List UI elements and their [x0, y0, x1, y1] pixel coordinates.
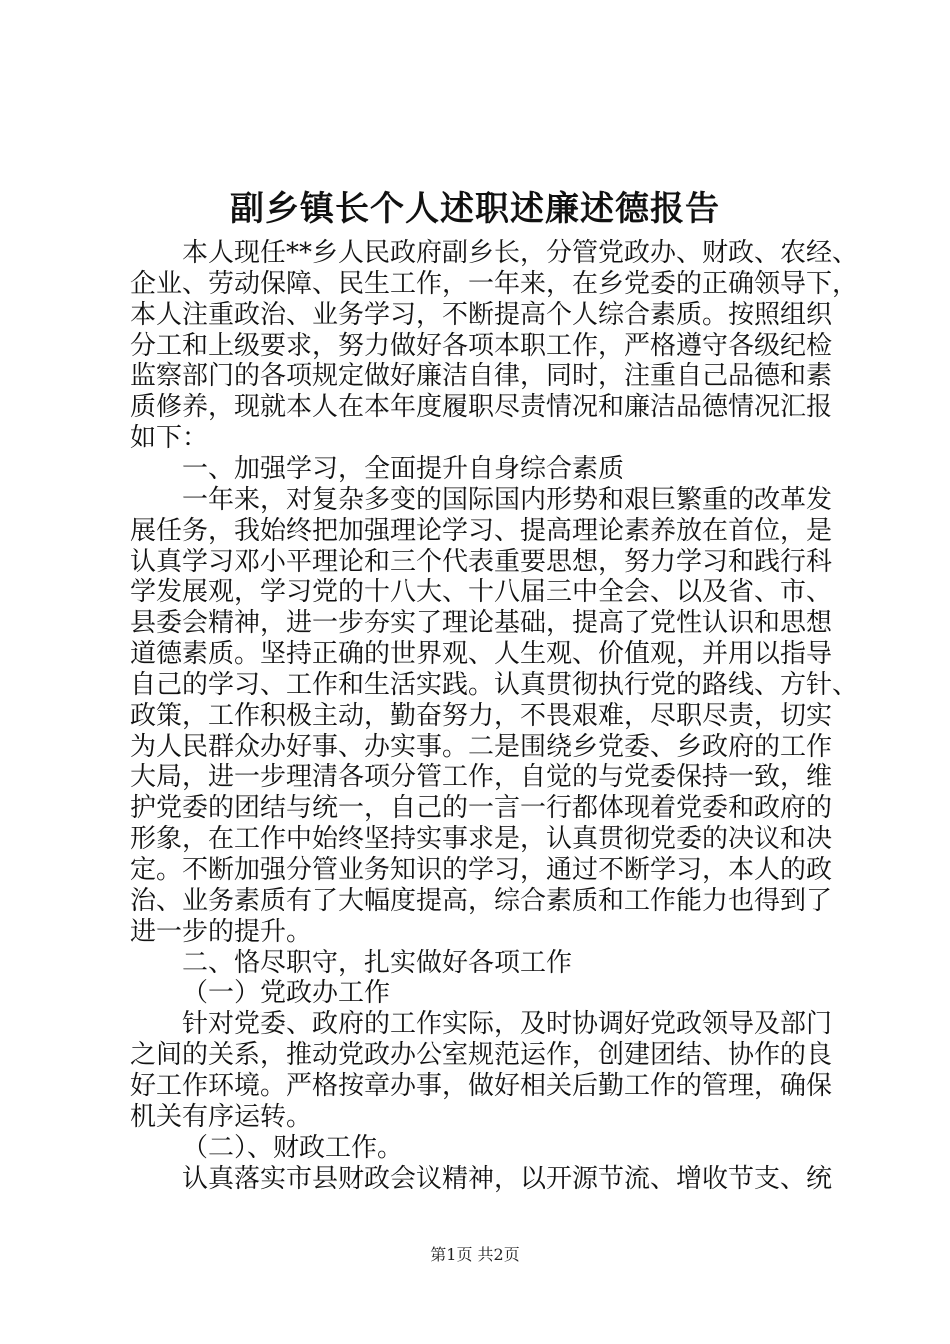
body-text-line: 政策，工作积极主动，勤奋努力，不畏艰难，尽职尽责，切实 — [130, 701, 833, 731]
body-text-line: 治、业务素质有了大幅度提高，综合素质和工作能力也得到了 — [130, 886, 833, 916]
body-text-line: 分工和上级要求，努力做好各项本职工作，严格遵守各级纪检 — [130, 331, 833, 361]
body-text-line: 如下： — [130, 423, 209, 453]
body-text-line: 自己的学习、工作和生活实践。认真贯彻执行党的路线、方针、 — [130, 670, 859, 700]
body-text-line: 认真学习邓小平理论和三个代表重要思想，努力学习和践行科 — [130, 547, 833, 577]
body-text-line: 二、恪尽职守，扎实做好各项工作 — [182, 948, 573, 978]
body-text-line: 本人现任**乡人民政府副乡长，分管党政办、财政、农经、 — [182, 238, 859, 268]
body-text-line: 定。不断加强分管业务知识的学习，通过不断学习，本人的政 — [130, 855, 833, 885]
body-text-line: 好工作环境。严格按章办事，做好相关后勤工作的管理，确保 — [130, 1071, 833, 1101]
body-text-line: 进一步的提升。 — [130, 917, 313, 947]
body-text-line: 监察部门的各项规定做好廉洁自律，同时，注重自己品德和素 — [130, 361, 833, 391]
body-text-line: 质修养，现就本人在本年度履职尽责情况和廉洁品德情况汇报 — [130, 392, 833, 422]
page-footer: 第1页 共2页 — [430, 1245, 520, 1264]
body-text-line: 认真落实市县财政会议精神，以开源节流、增收节支、统 — [182, 1164, 833, 1194]
body-text-line: 一年来，对复杂多变的国际国内形势和艰巨繁重的改革发 — [182, 485, 833, 515]
body-text-line: 大局，进一步理清各项分管工作，自觉的与党委保持一致，维 — [130, 762, 833, 792]
body-text-line: 本人注重政治、业务学习，不断提高个人综合素质。按照组织 — [130, 300, 833, 330]
body-text-line: 县委会精神，进一步夯实了理论基础，提高了党性认识和思想 — [130, 608, 833, 638]
body-text-line: 道德素质。坚持正确的世界观、人生观、价值观，并用以指导 — [130, 639, 833, 669]
body-text-line: 护党委的团结与统一，自己的一言一行都体现着党委和政府的 — [130, 793, 833, 823]
body-text-line: 为人民群众办好事、办实事。二是围绕乡党委、乡政府的工作 — [130, 732, 833, 762]
body-text-line: （二）、财政工作。 — [182, 1133, 404, 1163]
body-text-line: 之间的关系，推动党政办公室规范运作，创建团结、协作的良 — [130, 1040, 833, 1070]
body-text-line: 展任务，我始终把加强理论学习、提高理论素养放在首位，是 — [130, 516, 833, 546]
body-text-line: 形象，在工作中始终坚持实事求是，认真贯彻党委的决议和决 — [130, 824, 833, 854]
body-text-line: （一）党政办工作 — [182, 978, 391, 1008]
body-text-line: 学发展观，学习党的十八大、十八届三中全会、以及省、市、 — [130, 577, 833, 607]
body-text-line: 机关有序运转。 — [130, 1102, 313, 1132]
document-title: 副乡镇长个人述职述廉述德报告 — [230, 189, 720, 229]
body-text-line: 针对党委、政府的工作实际，及时协调好党政领导及部门 — [182, 1009, 833, 1039]
body-text-line: 一、加强学习，全面提升自身综合素质 — [182, 454, 625, 484]
body-text-line: 企业、劳动保障、民生工作，一年来，在乡党委的正确领导下， — [130, 269, 859, 299]
